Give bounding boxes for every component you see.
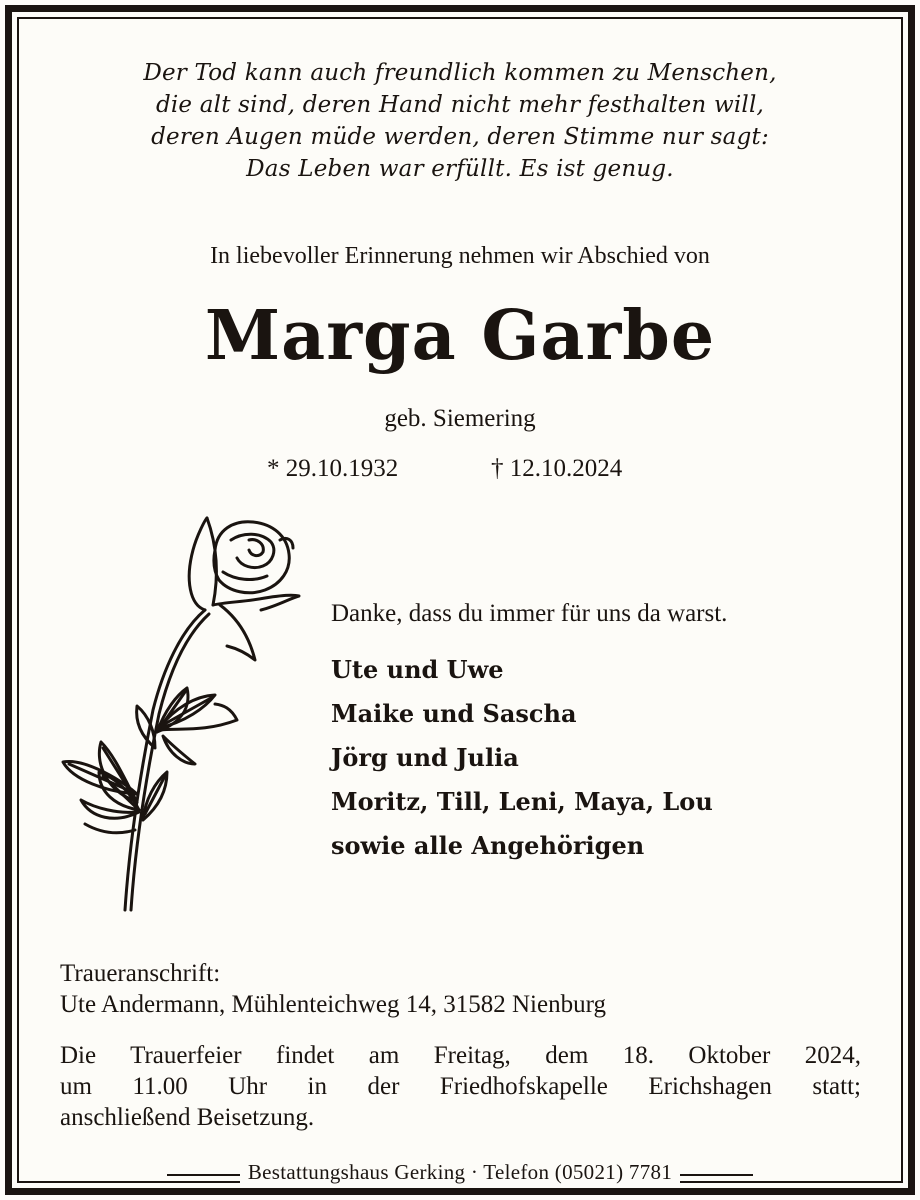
ceremony-line: anschließend Beisetzung.	[60, 1104, 315, 1131]
address-label: Traueranschrift:	[60, 960, 221, 987]
maiden-name: geb. Siemering	[384, 405, 536, 432]
death-date: † 12.10.2024	[491, 455, 623, 482]
thanks-text: Danke, dass du immer für uns da warst.	[331, 600, 728, 627]
ceremony-line: Die Trauerfeier findet am Freitag, dem 18. Oktober 2024,	[60, 1042, 861, 1069]
poem-line: deren Augen müde werden, deren Stimme nur sagt:	[151, 124, 769, 150]
address-line: Ute Andermann, Mühlenteichweg 14, 31582 Nienburg	[60, 991, 606, 1018]
birth-date: * 29.10.1932	[267, 455, 399, 482]
intro-text: In liebevoller Erinnerung nehmen wir Abschied von	[210, 243, 710, 269]
rose-icon	[55, 510, 315, 930]
poem-line: Der Tod kann auch freundlich kommen zu Menschen,	[143, 60, 777, 86]
ceremony-info	[60, 1040, 861, 1133]
family-member: Maike und Sascha	[331, 699, 577, 728]
family-list	[331, 648, 713, 868]
poem-line: die alt sind, deren Hand nicht mehr festhalten will,	[155, 92, 765, 118]
family-member: Moritz, Till, Leni, Maya, Lou	[331, 787, 713, 816]
deceased-name: Marga Garbe	[204, 296, 716, 376]
funeral-home-contact: Bestattungshaus Gerking · Telefon (05021) 7781	[240, 1160, 680, 1184]
footer	[17, 1160, 903, 1185]
poem	[0, 57, 920, 185]
family-member: Jörg und Julia	[331, 743, 519, 772]
family-member: sowie alle Angehörigen	[331, 831, 645, 860]
family-member: Ute und Uwe	[331, 655, 504, 684]
ceremony-line: um 11.00 Uhr in der Friedhofskapelle Erichshagen statt;	[60, 1073, 861, 1100]
mourning-address	[60, 958, 606, 1020]
poem-line: Das Leben war erfüllt. Es ist genug.	[246, 156, 674, 182]
